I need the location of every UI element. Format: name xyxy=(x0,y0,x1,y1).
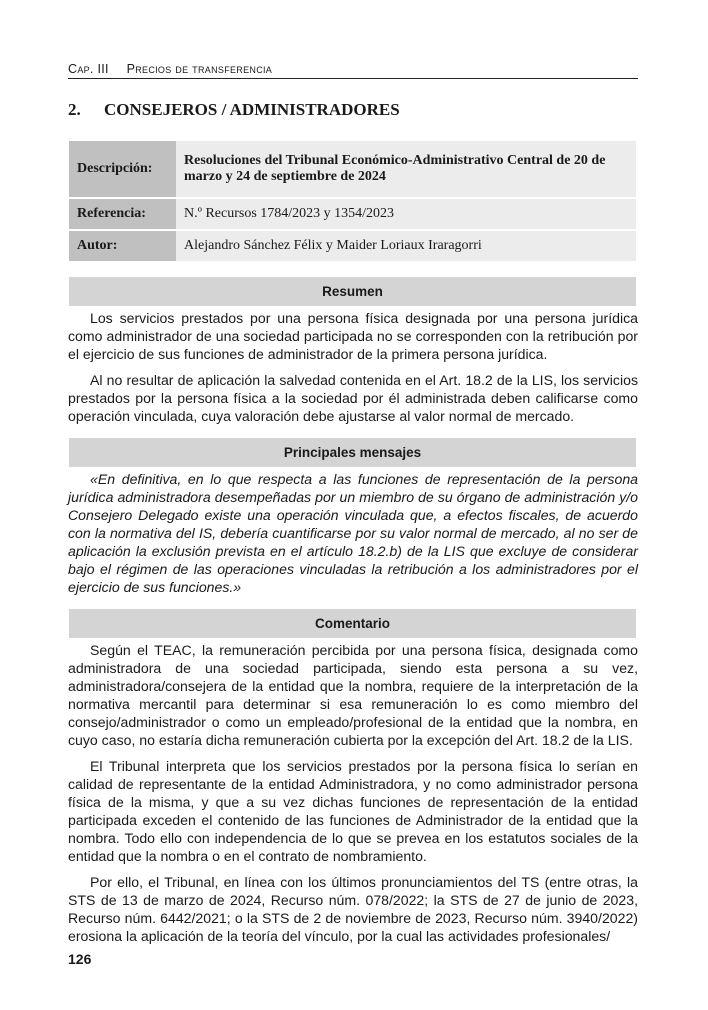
table-row xyxy=(69,231,636,261)
resumen-body xyxy=(68,309,638,433)
resumen-paragraph: Los servicios prestados por una persona física designada por una persona jurídica como administrador de una sociedad participada no se corresponden con la retribución por el ejercicio de sus funciones de administrador de la primera persona jurídica. xyxy=(68,310,638,362)
table-row xyxy=(69,199,636,229)
section-number: 2. xyxy=(68,100,81,119)
comentario-heading: Comentario xyxy=(69,609,636,638)
mensajes-body xyxy=(68,470,638,604)
comentario-paragraph: Según el TEAC, la remuneración percibida por una persona física, designada como administradora de una sociedad participada, siendo esta persona a su vez, administradora/consejera de la entidad que la nombra, requiere de la interpretación de la normativa mercantil para determinar si esa remuneración lo es como miembro del consejo/administrador o como un empleado/profesional de la entidad que la nombra, en cuyo caso, no estaría dicha remuneración cubierta por la excepción del Art. 18.2 de la LIS. xyxy=(68,642,638,748)
description-label: Descripción: xyxy=(69,141,176,197)
section-title xyxy=(68,100,400,120)
chapter-label: Cap. III xyxy=(68,62,109,76)
description-value: Resoluciones del Tribunal Económico-Administrativo Central de 20 de marzo y 24 de septiembre de 2024 xyxy=(176,141,636,197)
running-header xyxy=(68,62,638,79)
resumen-heading: Resumen xyxy=(69,277,636,306)
page-number: 126 xyxy=(68,951,92,967)
author-label: Autor: xyxy=(69,231,176,261)
comentario-body xyxy=(68,641,638,953)
table-row xyxy=(69,141,636,197)
reference-label: Referencia: xyxy=(69,199,176,229)
resumen-paragraph: Al no resultar de aplicación la salvedad contenida en el Art. 18.2 de la LIS, los servicios prestados por la persona física a la sociedad por él administrada deben calificarse como operación vinculada, cuya valoración debe ajustarse al valor normal de mercado. xyxy=(68,372,638,424)
comentario-paragraph: Por ello, el Tribunal, en línea con los últimos pronunciamientos del TS (entre otras, la STS de 13 de marzo de 2024, Recurso núm. 078/2022; la STS de 27 de junio de 2023, Recurso núm. 6442/2021; o la STS de 2 de noviembre de 2023, Recurso núm. 3940/2022) erosiona la aplicación de la teoría del vínculo, por la cual las actividades profesionales/ xyxy=(68,874,638,944)
mensajes-quote: «En definitiva, en lo que respecta a las funciones de representación de la persona jurídica administradora desempeñadas por un miembro de su órgano de administración y/o Consejero Delegado existe una operación vinculada que, a efectos fiscales, de acuerdo con la normativa del IS, debería cuantificarse por su valor normal de mercado, al no ser de aplicación la exclusión prevista en el artículo 18.2.b) de la LIS que excluye de considerar bajo el régimen de las operaciones vinculadas la retribución a los administradores por el ejercicio de sus funciones.» xyxy=(68,471,638,595)
chapter-title: Precios de transferencia xyxy=(126,62,273,76)
mensajes-heading: Principales mensajes xyxy=(69,438,636,467)
reference-value: N.º Recursos 1784/2023 y 1354/2023 xyxy=(176,199,636,229)
section-heading: CONSEJEROS / ADMINISTRADORES xyxy=(104,100,400,119)
comentario-paragraph: El Tribunal interpreta que los servicios prestados por la persona física lo serían en calidad de representante de la entidad Administradora, y no como administrador persona física de la misma, y que a su vez dichas funciones de representación de la entidad participada exceden el contenido de las funciones de Administrador de la entidad que la nombra. Todo ello con independencia de lo que se prevea en los estatutos sociales de la entidad que la nombra o en el contrato de nombramiento. xyxy=(68,758,638,864)
author-value: Alejandro Sánchez Félix y Maider Loriaux Iraragorri xyxy=(176,231,636,261)
metadata-table xyxy=(69,139,636,263)
